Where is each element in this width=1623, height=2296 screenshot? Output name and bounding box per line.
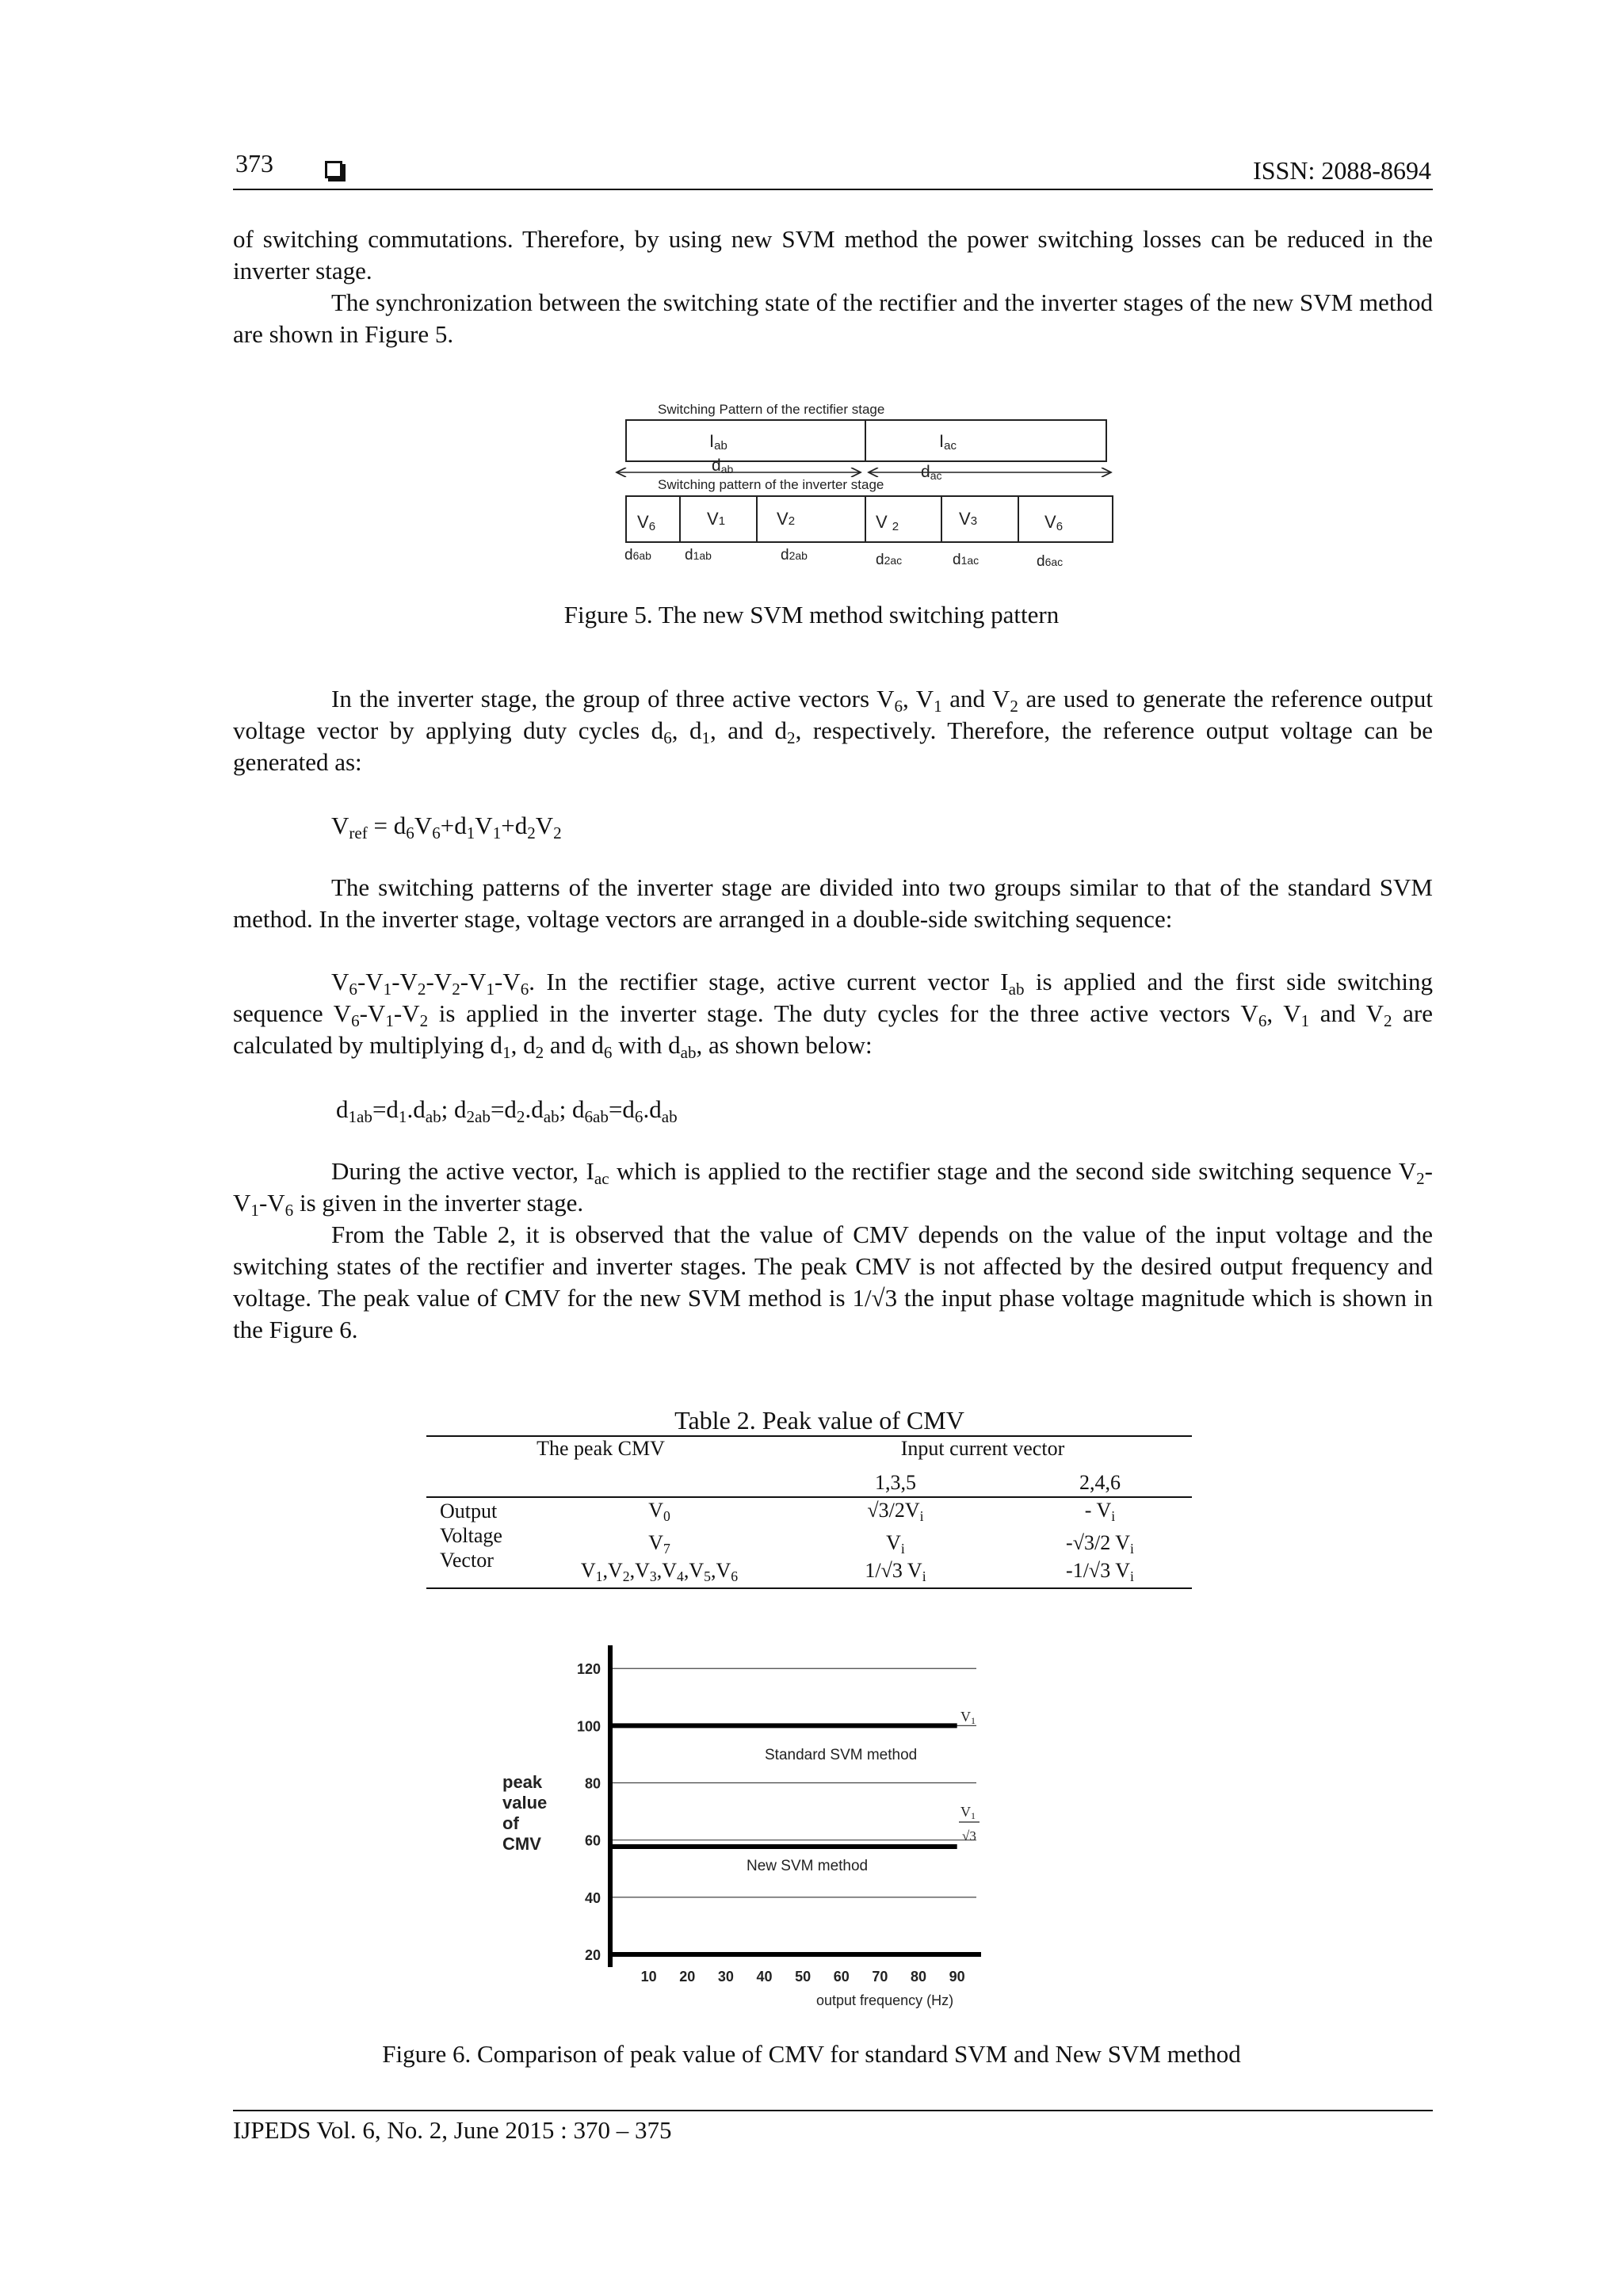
end-label-root3: √3 <box>962 1828 976 1843</box>
x-tick-label: 80 <box>911 1969 927 1985</box>
inverter-duration-d1ab: d1ab <box>685 547 712 563</box>
chart-labels <box>502 1709 980 2008</box>
paragraph-5: $V_6-V_1-V_2-V_2-V_1-V_6$. In the rectifier stage, active current vector $I_{ab}$ is applied and the first side switching sequence $V_6-V_1-V_2$ is applied in the inverter stage. The duty cycles for the three active vectors $V_6$, $V_1$ and $V_2$ are calculated by multiplying $d_1$, $d_2$ and $d_6$ with $d_{ab}$, as shown below: <box>233 968 1434 1062</box>
page-number: 373 <box>235 149 273 178</box>
table-cell-value: -1/√3 $V_i$ <box>1066 1559 1134 1584</box>
y-axis-label-line: of <box>502 1813 519 1833</box>
x-tick-label: 60 <box>833 1969 850 1985</box>
table-col-135: 1,3,5 <box>875 1471 916 1494</box>
y-tick-label: 20 <box>584 1947 601 1963</box>
x-tick-label: 50 <box>795 1969 812 1985</box>
figure-6-caption: Figure 6. Comparison of peak value of CMV for standard SVM and New SVM method <box>382 2040 1241 2068</box>
inverter-duration-d1ac: d1ac <box>953 552 980 568</box>
x-tick-label: 40 <box>756 1969 773 1985</box>
table-cell-value: $V_i$ <box>886 1531 905 1557</box>
table-cell-value: -√3/2 $V_i$ <box>1066 1531 1134 1557</box>
y-tick-label: 40 <box>584 1889 601 1906</box>
inverter-cell-v6: V6 <box>1044 512 1064 533</box>
chart-series <box>610 1725 957 1847</box>
inverter-cell-v6: V6 <box>637 512 656 533</box>
y-axis-label-line: peak <box>502 1772 543 1792</box>
figure-5-switching-pattern <box>610 396 1117 579</box>
table-cell-value: - $V_i$ <box>1084 1499 1116 1524</box>
y-tick-label: 80 <box>584 1775 601 1792</box>
inverter-duration-d6ab: d6ab <box>624 547 651 563</box>
y-axis-label-line: CMV <box>502 1834 541 1854</box>
y-tick-label: 120 <box>576 1661 601 1678</box>
paragraph-7: From the Table 2, it is observed that the value of CMV depends on the value of the input voltage and the switching states of the rectifier and inverter stages. The peak CMV is not affected by the desired output frequency and voltage. The peak value of CMV for the new SVM method is 1/√3 the input phase voltage magnitude which is shown in the Figure 6. <box>233 1221 1433 1343</box>
rectifier-duration-dab: dab <box>712 457 734 476</box>
y-tick-label: 100 <box>576 1718 601 1735</box>
x-tick-label: 90 <box>949 1969 965 1985</box>
x-axis-label: output frequency (Hz) <box>816 1992 954 2008</box>
rectifier-duration-dac: dac <box>921 463 942 482</box>
table-2-caption: Table 2. Peak value of CMV <box>674 1406 964 1435</box>
paragraph-4: The switching patterns of the inverter stage are divided into two groups similar to that of the standard SVM method. In the inverter stage, voltage vectors are arranged in a double-side switching sequence: <box>233 873 1433 933</box>
header-rule <box>233 189 1433 190</box>
y-tick-label: 60 <box>584 1832 601 1849</box>
table-cell-value: $√3/2V_i$ <box>867 1499 924 1524</box>
series-label-standard: Standard SVM method <box>765 1747 918 1763</box>
table-header-peak-cmv: The peak CMV <box>537 1437 665 1460</box>
square-bullet-icon <box>325 161 342 178</box>
figure-5-caption: Figure 5. The new SVM method switching pattern <box>563 601 1060 628</box>
paragraph-1: of switching commutations. Therefore, by using new SVM method the power switching losses can be reduced in the inverter stage. <box>233 225 1433 285</box>
paragraph-2: The synchronization between the switching state of the rectifier and the inverter stages of the new SVM method are shown in Figure 5. <box>233 288 1433 348</box>
inverter-cell-v3: V3 <box>959 509 978 529</box>
equation-vref: $V_{ref} = d_6V_6+d_1V_1+d_2V_2$ <box>331 812 562 842</box>
chart-ticks <box>577 1661 965 1985</box>
table-header-input-current: Input current vector <box>900 1437 1065 1460</box>
inverter-cell-v2: V 2 <box>876 512 899 533</box>
table-rule-mid <box>426 1496 1192 1498</box>
table-col-246: 2,4,6 <box>1079 1471 1121 1494</box>
table-cell-vector: $V_7$ <box>648 1531 670 1557</box>
inverter-box <box>626 496 1113 542</box>
inverter-duration-d2ab: d2ab <box>781 547 808 563</box>
table-row-label: Output Voltage Vector <box>440 1499 502 1572</box>
equation-duty-cycles: $d_{1ab}=d_1.d_{ab}$; $d_{2ab}=d_2.d_{ab}$; $d_{6ab}=d_6.d_{ab}$ <box>336 1095 678 1126</box>
end-label-v1: V1 <box>960 1709 976 1726</box>
issn-label: ISSN: 2088-8694 <box>1253 156 1431 185</box>
rectifier-cell-iab: Iab <box>709 431 727 453</box>
inverter-duration-d6ac: d6ac <box>1037 553 1064 570</box>
table-cell-value: 1/√3 $V_i$ <box>865 1559 926 1584</box>
footer-citation: IJPEDS Vol. 6, No. 2, June 2015 : 370 – 375 <box>233 2116 672 2144</box>
table-cell-vector: $V_1,V_2,V_3,V_4,V_5,V_6$ <box>580 1559 739 1584</box>
footer-rule <box>233 2110 1433 2111</box>
x-tick-label: 70 <box>872 1969 888 1985</box>
figure-6-chart <box>475 1633 1030 2013</box>
paragraph-3: In the inverter stage, the group of three active vectors $V_6$, $V_1$ and $V_2$ are used to generate the reference output voltage vector by applying duty cycles $d_6$, $d_1$, and $d_2$, respectively. Therefore, the reference output voltage can be generated as: <box>233 685 1434 776</box>
end-label-v1-over-root3: V1 <box>960 1804 976 1821</box>
x-tick-label: 20 <box>679 1969 696 1985</box>
table-rule-bottom <box>426 1587 1192 1589</box>
inverter-title: Switching pattern of the inverter stage <box>658 477 884 492</box>
series-label-new: New SVM method <box>747 1858 869 1874</box>
rectifier-title: Switching Pattern of the rectifier stage <box>658 402 885 417</box>
paragraph-6: During the active vector, $I_{ac}$ which is applied to the rectifier stage and the second side switching sequence $V_2-V_1-V_6$ is given in the inverter stage. <box>233 1157 1433 1220</box>
x-tick-label: 10 <box>640 1969 657 1985</box>
table-cell-vector: $V_0$ <box>648 1499 670 1524</box>
inverter-cell-v2: V2 <box>777 509 796 529</box>
chart-axes <box>610 1645 981 1967</box>
inverter-cell-v1: V1 <box>707 509 726 529</box>
inverter-duration-d2ac: d2ac <box>876 552 903 568</box>
y-axis-label-line: value <box>502 1793 548 1813</box>
x-tick-label: 30 <box>717 1969 734 1985</box>
rectifier-cell-iac: Iac <box>939 431 957 453</box>
